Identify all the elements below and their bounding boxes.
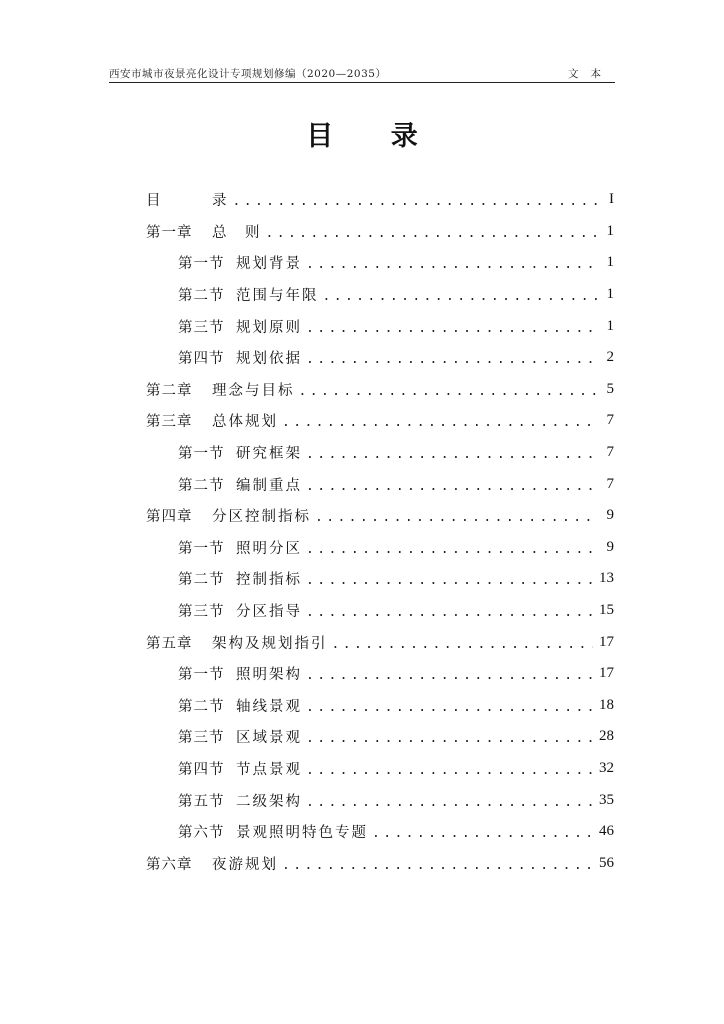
toc-chapter-entry[interactable] (146, 216, 614, 248)
toc-entry-number: 第三节 (178, 604, 225, 621)
dot-leader (306, 352, 598, 367)
toc-entry-title: 区域景观 (236, 730, 302, 747)
toc-entry-number: 第二节 (178, 288, 225, 305)
toc-page-number: 15 (599, 602, 614, 619)
toc-entry-number: 第四章 (146, 509, 193, 526)
toc-chapter-entry[interactable] (146, 847, 614, 879)
table-of-contents (146, 184, 614, 879)
dot-leader (306, 731, 593, 746)
toc-entry-number: 第二章 (146, 382, 193, 399)
dot-leader (306, 542, 598, 557)
dot-leader (372, 826, 593, 841)
toc-entry-title: 节点景观 (236, 761, 302, 778)
toc-entry-number: 第一节 (178, 667, 225, 684)
dot-leader (323, 289, 599, 304)
dot-leader (306, 668, 593, 683)
toc-section-entry[interactable] (146, 658, 614, 690)
dot-leader (306, 447, 598, 462)
dot-leader (306, 321, 598, 336)
toc-section-entry[interactable] (146, 247, 614, 279)
toc-entry-number: 第四节 (178, 761, 225, 778)
toc-page-number: 7 (606, 412, 614, 429)
toc-entry-number: 第三节 (178, 319, 225, 336)
toc-chapter-entry[interactable] (146, 184, 614, 216)
toc-entry-number: 第三章 (146, 414, 193, 431)
dot-leader (306, 257, 598, 272)
toc-entry-number: 第五章 (146, 635, 193, 652)
toc-page-number: 18 (599, 696, 614, 713)
toc-section-entry[interactable] (146, 532, 614, 564)
document-type-label: 文本 (568, 68, 613, 80)
dot-leader (282, 415, 598, 430)
toc-page-number: 7 (606, 475, 614, 492)
toc-page-number: 9 (606, 507, 614, 524)
toc-entry-title: 规划原则 (236, 319, 302, 336)
toc-entry-title: 景观照明特色专题 (236, 825, 368, 842)
toc-section-entry[interactable] (146, 310, 614, 342)
toc-page-number: 17 (599, 665, 614, 682)
toc-chapter-entry[interactable] (146, 500, 614, 532)
toc-chapter-entry[interactable] (146, 405, 614, 437)
toc-entry-number: 第二节 (178, 698, 225, 715)
dot-leader (233, 194, 599, 209)
toc-chapter-entry[interactable] (146, 626, 614, 658)
toc-entry-title: 照明架构 (236, 667, 302, 684)
toc-section-entry[interactable] (146, 816, 614, 848)
toc-entry-title: 范围与年限 (236, 288, 319, 305)
dot-leader (306, 700, 593, 715)
toc-entry-number: 第五节 (178, 793, 225, 810)
toc-page-number: 56 (599, 854, 614, 871)
toc-entry-title: 理念与目标 (212, 382, 295, 399)
dot-leader (282, 858, 593, 873)
toc-page-number: 46 (599, 823, 614, 840)
toc-entry-title: 研究框架 (236, 446, 302, 463)
toc-section-entry[interactable] (146, 753, 614, 785)
toc-page-number: 5 (606, 380, 614, 397)
toc-section-entry[interactable] (146, 690, 614, 722)
toc-entry-title: 控制指标 (236, 572, 302, 589)
toc-section-entry[interactable] (146, 468, 614, 500)
toc-entry-title: 夜游规划 (212, 856, 278, 873)
toc-entry-number: 第一节 (178, 540, 225, 557)
toc-section-entry[interactable] (146, 342, 614, 374)
toc-page-number: 1 (606, 222, 614, 239)
toc-entry-title: 二级架构 (236, 793, 302, 810)
toc-page-number: 1 (606, 317, 614, 334)
toc-entry-title: 规划背景 (236, 256, 302, 273)
toc-entry-number: 第一节 (178, 256, 225, 273)
toc-entry-number: 第一章 (146, 224, 193, 241)
toc-entry-title: 总 则 (212, 224, 262, 241)
toc-section-entry[interactable] (146, 784, 614, 816)
dot-leader (306, 795, 593, 810)
toc-entry-number: 第一节 (178, 446, 225, 463)
toc-section-entry[interactable] (146, 437, 614, 469)
toc-entry-title: 录 (212, 193, 229, 210)
toc-page-number: 28 (599, 728, 614, 745)
toc-entry-title: 照明分区 (236, 540, 302, 557)
toc-entry-title: 轴线景观 (236, 698, 302, 715)
dot-leader (306, 763, 593, 778)
dot-leader (306, 573, 593, 588)
toc-section-entry[interactable] (146, 721, 614, 753)
toc-entry-title: 分区控制指标 (212, 509, 311, 526)
toc-heading: 目 录 (306, 121, 442, 152)
toc-entry-title: 规划依据 (236, 351, 302, 368)
dot-leader (299, 384, 599, 399)
dot-leader (306, 605, 593, 620)
toc-entry-number: 第六节 (178, 825, 225, 842)
toc-entry-title: 分区指导 (236, 604, 302, 621)
dot-leader (315, 510, 598, 525)
toc-section-entry[interactable] (146, 279, 614, 311)
page-header (109, 64, 615, 82)
toc-entry-number: 第六章 (146, 856, 193, 873)
toc-entry-number: 第三节 (178, 730, 225, 747)
header-rule (109, 82, 615, 83)
toc-page-number: 1 (606, 254, 614, 271)
toc-page-number: 1 (606, 286, 614, 303)
dot-leader (306, 479, 598, 494)
toc-page-number: 13 (599, 570, 614, 587)
toc-page-number: 32 (599, 759, 614, 776)
toc-chapter-entry[interactable] (146, 374, 614, 406)
toc-page-number: 9 (606, 538, 614, 555)
toc-page-number: I (609, 191, 614, 208)
dot-leader (332, 637, 594, 652)
dot-leader (266, 226, 599, 241)
toc-page-number: 2 (606, 349, 614, 366)
toc-entry-number: 目 (146, 193, 162, 210)
toc-section-entry[interactable] (146, 563, 614, 595)
toc-entry-title: 总体规划 (212, 414, 278, 431)
toc-entry-number: 第二节 (178, 572, 225, 589)
toc-entry-title: 架构及规划指引 (212, 635, 328, 652)
toc-page-number: 35 (599, 791, 614, 808)
toc-entry-number: 第二节 (178, 477, 225, 494)
document-title: 西安市城市夜景亮化设计专项规划修编（2020—2035） (109, 68, 387, 80)
toc-entry-number: 第四节 (178, 351, 225, 368)
toc-page-number: 17 (599, 633, 614, 650)
toc-entry-title: 编制重点 (236, 477, 302, 494)
toc-page-number: 7 (606, 444, 614, 461)
toc-section-entry[interactable] (146, 595, 614, 627)
